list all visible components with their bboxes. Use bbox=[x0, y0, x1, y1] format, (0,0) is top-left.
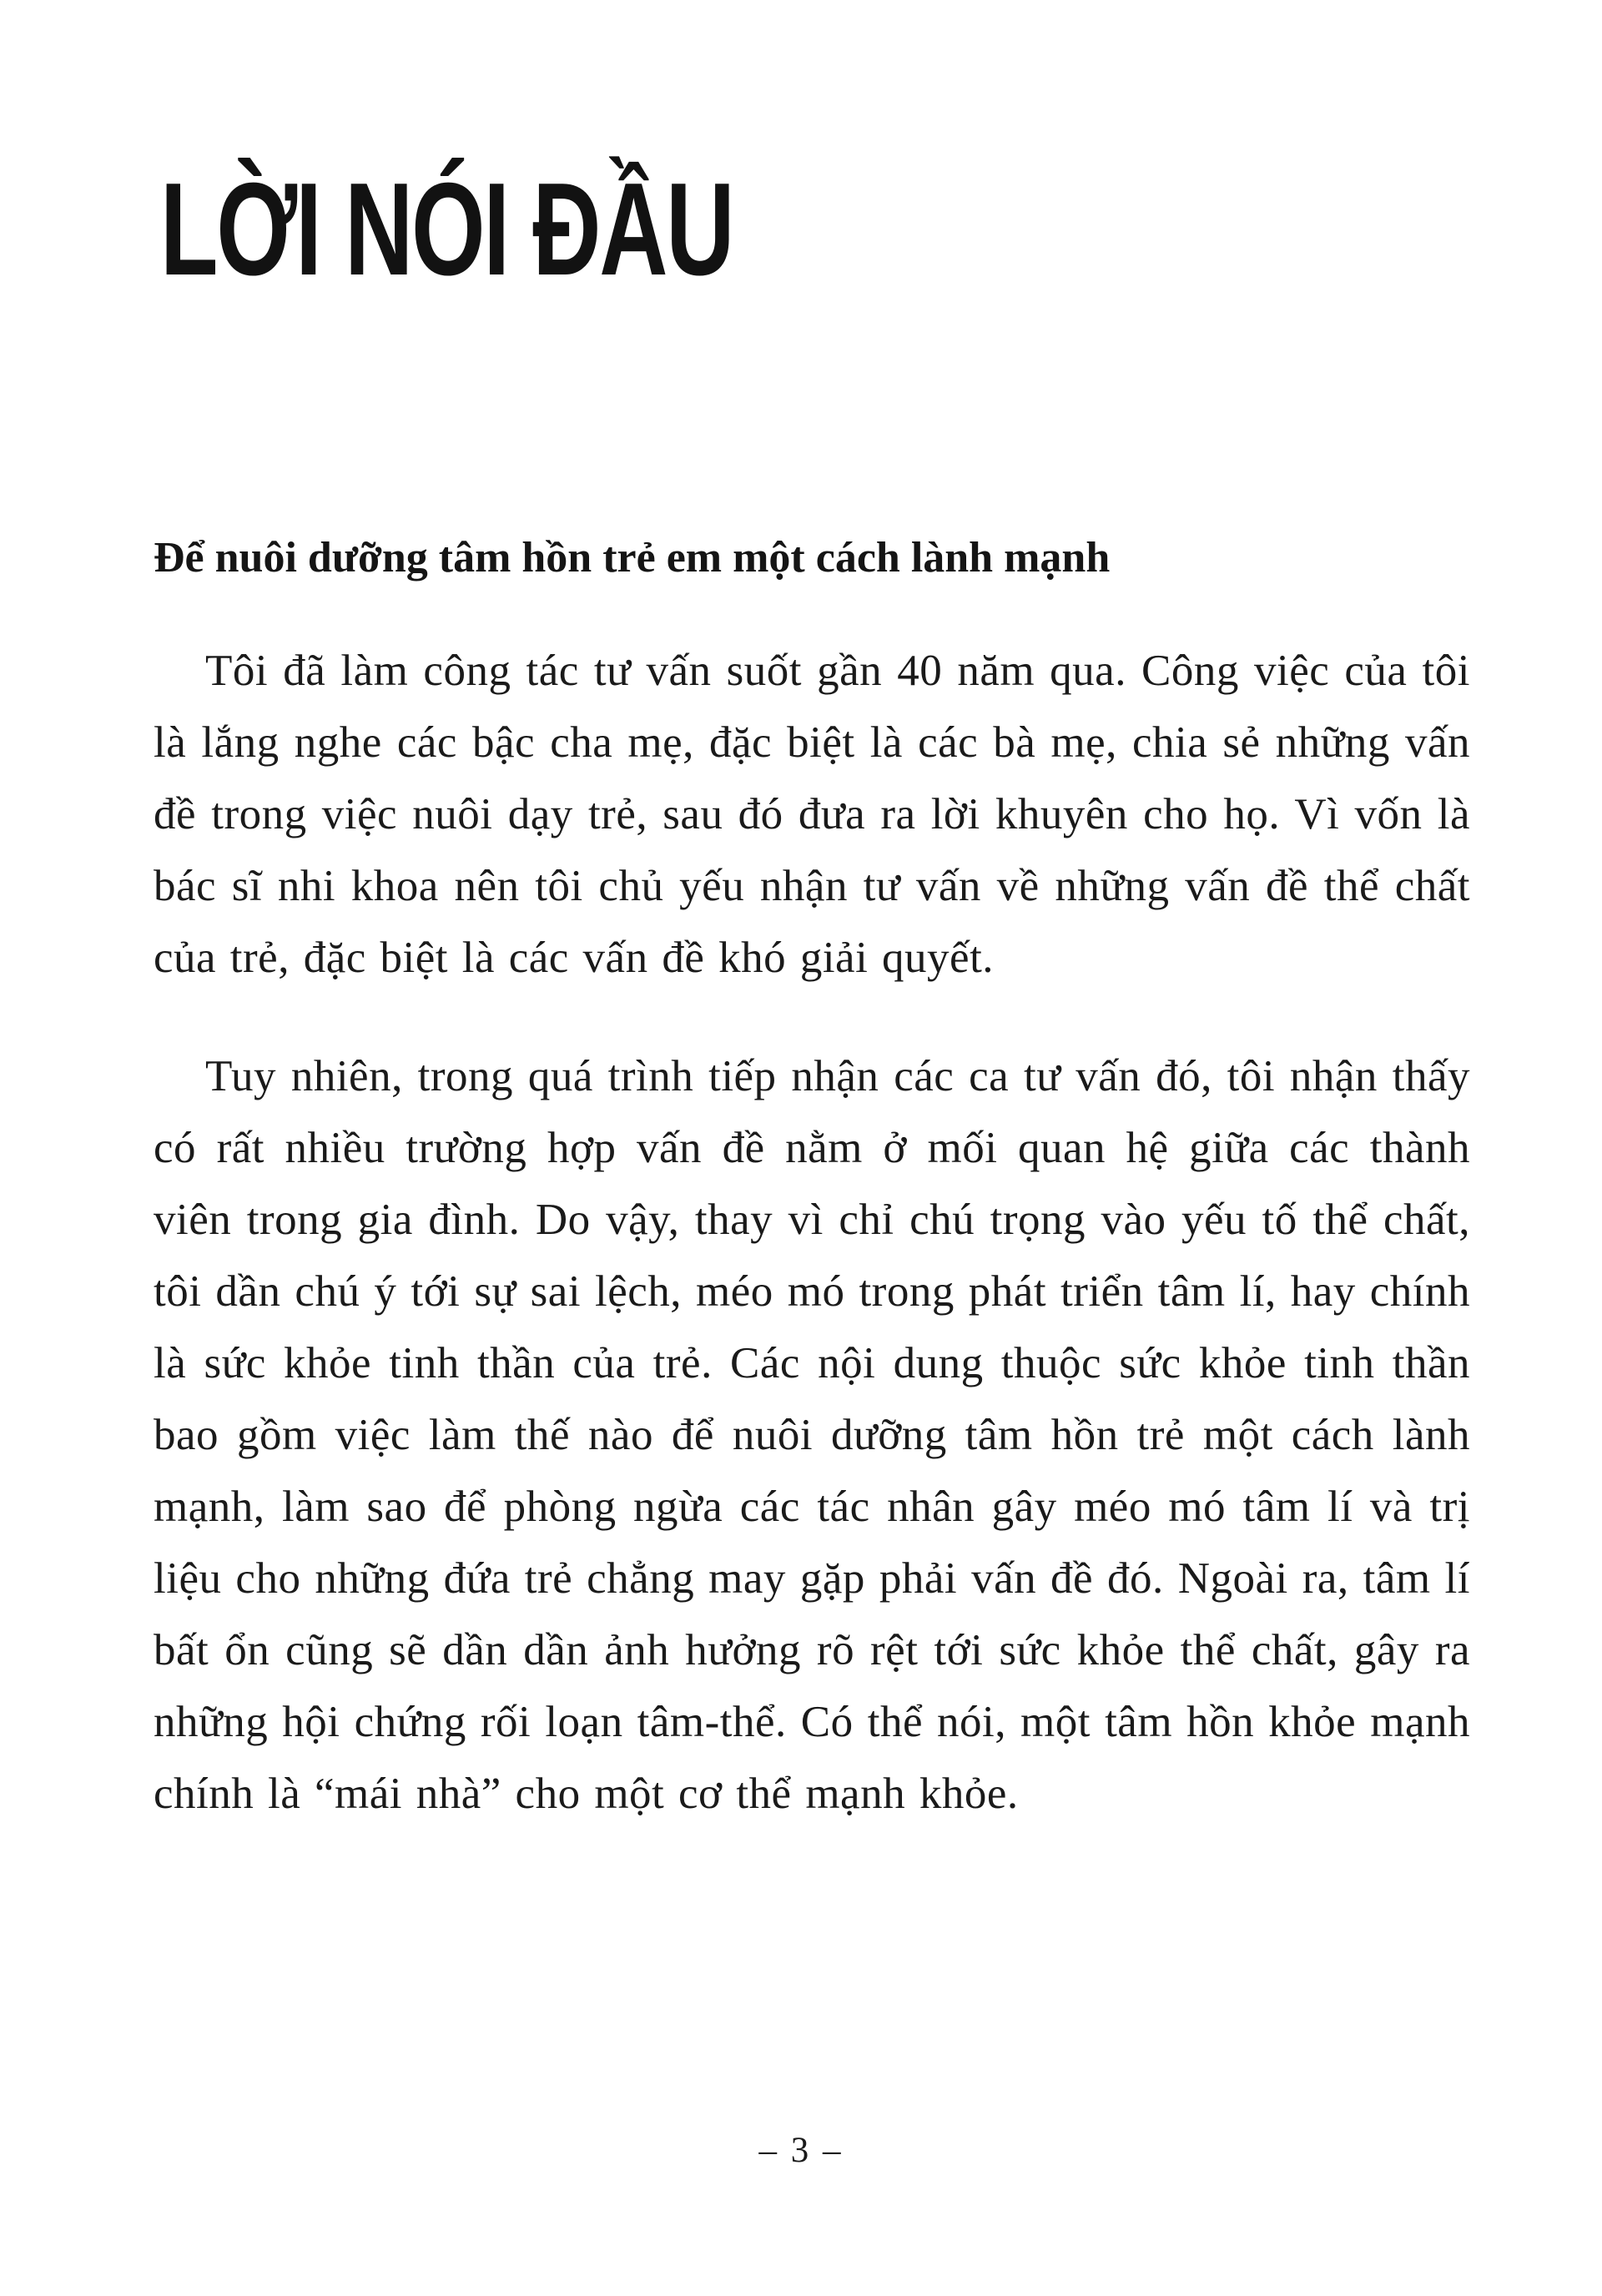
page-title: LỜI NÓI ĐẦU bbox=[160, 156, 733, 303]
page-number: – 3 – bbox=[758, 2131, 844, 2170]
paragraph-2: Tuy nhiên, trong quá trình tiếp nhận các ca tư vấn đó, tôi nhận thấy có rất nhiều trường hợp vấn đề nằm ở mối quan hệ giữa các thành viên trong gia đình. Do vậy, thay vì chỉ chú trọng vào yếu tố thể chất, tôi dần chú ý tới sự sai lệch, méo mó trong phát triển tâm lí, hay chính là sức khỏe tinh thần của trẻ. Các nội dung thuộc sức khỏe tinh thần bao gồm việc làm thế nào để nuôi dưỡng tâm hồn trẻ một cách lành mạnh, làm sao để phòng ngừa các tác nhân gây méo mó tâm lí và trị liệu cho những đứa trẻ chẳng may gặp phải vấn đề đó. Ngoài ra, tâm lí bất ổn cũng sẽ dần dần ảnh hưởng rõ rệt tới sức khỏe thể chất, gây ra những hội chứng rối loạn tâm-thể. Có thể nói, một tâm hồn khỏe mạnh chính là “mái nhà” cho một cơ thể mạnh khỏe. bbox=[154, 1052, 1470, 1818]
section-heading: Để nuôi dưỡng tâm hồn trẻ em một cách lành mạnh bbox=[154, 534, 1111, 582]
paragraph-1: Tôi đã làm công tác tư vấn suốt gần 40 năm qua. Công việc của tôi là lắng nghe các bậc cha mẹ, đặc biệt là các bà mẹ, chia sẻ những vấn đề trong việc nuôi dạy trẻ, sau đó đưa ra lời khuyên cho họ. Vì vốn là bác sĩ nhi khoa nên tôi chủ yếu nhận tư vấn về những vấn đề thể chất của trẻ, đặc biệt là các vấn đề khó giải quyết. bbox=[154, 647, 1470, 982]
